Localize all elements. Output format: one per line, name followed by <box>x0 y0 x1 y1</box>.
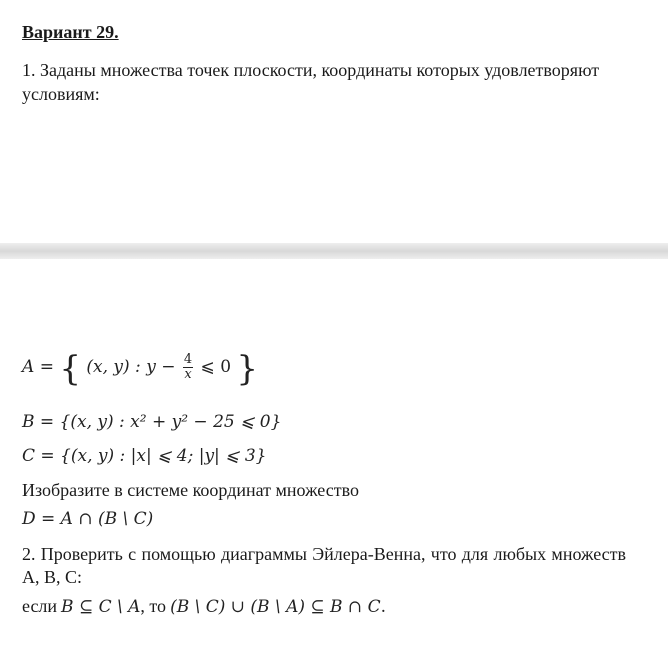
conclusion-expression: (B \ C) ∪ (B \ A) ⊆ B ∩ C <box>170 597 381 617</box>
set-a-prefix: (x, y) : y − <box>86 357 176 377</box>
if-word: если <box>22 596 58 616</box>
condition-expression: B ⊆ C \ A <box>61 597 141 617</box>
task2-condition-line <box>22 596 386 617</box>
variant-title: Вариант 29. <box>22 22 119 42</box>
equals-sign: = <box>39 357 60 377</box>
page-gap-divider <box>0 243 668 259</box>
set-a-definition <box>22 349 259 389</box>
task2-text: 2. Проверить с помощью диаграммы Эйлера-Венна, что для любых множеств A, B, C: <box>22 544 626 587</box>
fraction-numerator: 4 <box>183 352 193 367</box>
brace-open: { <box>59 349 81 389</box>
set-a-suffix: ⩽ 0 <box>200 357 232 377</box>
set-b-definition: B = {(x, y) : x² + y² − 25 ⩽ 0} <box>22 412 282 432</box>
brace-close: } <box>236 349 259 389</box>
then-word: , то <box>140 596 167 616</box>
set-a-lhs: A <box>22 357 35 377</box>
task1-instruction: Изобразите в системе координат множество <box>22 480 359 500</box>
fraction-denominator: x <box>184 367 192 382</box>
set-d-definition: D = A ∩ (B \ C) <box>22 509 154 529</box>
set-c-definition: C = {(x, y) : |x| ⩽ 4; |y| ⩽ 3} <box>22 446 267 466</box>
fraction <box>183 353 193 382</box>
task1-intro: 1. Заданы множества точек плоскости, координаты которых удовлетворяют условиям: <box>22 60 600 104</box>
end-period: . <box>380 597 386 617</box>
